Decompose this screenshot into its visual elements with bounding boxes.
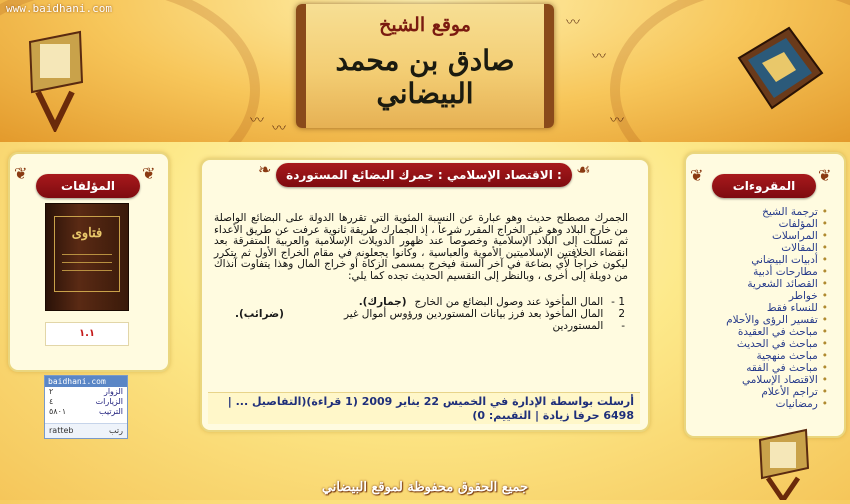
stats-value: ٥٨٠١ [49,407,67,416]
list-item-term: (جمارك). [358,296,407,308]
list-item [235,308,625,332]
list-item-text: المال المأخوذ عند وصول البضائع من الخارج [414,296,604,308]
list-item-number: 1 - [611,296,625,308]
stats-header: baidhani.com [45,376,127,387]
ornament-icon: ❦ [690,166,704,185]
list-item [235,296,625,308]
book-icon [734,18,824,128]
menu-item-fiqh[interactable]: • مباحث في الفقه [678,362,828,374]
article-body: الجمرك مصطلح حديث وهو عبارة عن النسبة المئوية التي تقررها الدولة على البضائع الواصلة من خارج البلاد وهو غير الخراج المقرر شرعاً ، إذ الجمارك طريقة ثانوية عرفت عن طريق الأعداء ثم تسللت إلى البلاد الإسلامية وخصوصاً عند ظهور الدويلات الإسلامية والعربية المتفرقة بعد انقضاء الخلافتين الإسلاميتين الأموية والعباسية ، وكانوا يجعلونه في مقام الخراج الأول ثم يتكرر ليكون خراجاً لأي بضاعة في آخر السنة فيخرج بمسمى الزكاة أو خراج المال وهذا يتفاوت آنذاك من دويلة إلى أخرى ، وبالنظر إلى التقسيم الحديث تجده كما يلي: [214,212,628,282]
menu-item-articles[interactable]: • المقالات [678,242,828,254]
menu-item-books[interactable]: • المؤلفات [678,218,828,230]
article-meta[interactable]: أرسلت بواسطة الإدارة في الخميس 22 يناير 2009 (1 قراءة)(التفاصيل ... | 6498 حرفا زيادة | التقييم: 0) [208,392,640,424]
book-title: فتاوى [71,226,103,241]
title-scroll [296,4,554,128]
book-line [62,262,112,263]
book-line [62,270,112,271]
visitor-stats-widget[interactable] [44,375,128,439]
sheikh-name: صادق بن محمد البيضاني [335,44,515,110]
stats-row [45,397,127,407]
ornament-icon: ❧ [258,160,272,179]
ornament-icon: ❦ [818,166,832,185]
bird-icon: 〰 [592,49,606,65]
ratteb-mark: رتب [109,426,123,435]
menu-item-methodology[interactable]: • مباحث منهجية [678,350,828,362]
menu-item-ramadan[interactable]: • رمضانيات [678,398,828,410]
bird-icon: 〰 [250,113,264,129]
menu-item-correspondence[interactable]: • المراسلات [678,230,828,242]
stats-label: الزيارات [95,397,123,406]
menu-item-dreams[interactable]: • تفسير الرؤى والأحلام [678,314,828,326]
reading-menu [678,206,828,410]
list-item-number: 2 - [618,308,625,332]
ornament-icon: ☙ [576,160,591,179]
bird-icon: 〰 [566,15,580,31]
site-url[interactable]: www.baidhani.com [6,2,112,15]
menu-item-sheikh-bio[interactable]: • ترجمة الشيخ [678,206,828,218]
menu-item-biographies[interactable]: • تراجم الأعلام [678,386,828,398]
reading-menu-title: المقروءات [712,174,816,198]
books-panel-title: المؤلفات [36,174,140,198]
stats-label: الزوار [103,387,123,396]
stats-row [45,407,127,417]
menu-item-economics[interactable]: • الاقتصاد الإسلامي [678,374,828,386]
book-line [62,254,112,255]
book-cover[interactable] [45,203,129,311]
menu-item-literary-debates[interactable]: • مطارحات أدبية [678,266,828,278]
ratteb-brand[interactable]: ratteb [49,426,74,435]
article-title: الاقتصاد الإسلامي : جمرك البضائع المستوردة : [276,163,572,187]
bird-icon: 〰 [272,121,286,137]
menu-item-poems[interactable]: • القصائد الشعرية [678,278,828,290]
menu-item-women[interactable]: • للنساء فقط [678,302,828,314]
menu-item-creed[interactable]: • مباحث في العقيدة [678,326,828,338]
article-panel [200,158,650,432]
stats-value: ٢ [49,387,54,396]
bird-icon: 〰 [610,113,624,129]
site-label: موقع الشيخ [379,14,471,36]
ornament-icon: ❦ [14,164,28,183]
stats-value: ٤ [49,397,54,406]
quran-stand-icon [20,22,90,132]
menu-item-literature[interactable]: • أدبيات البيضاني [678,254,828,266]
list-item-term: (ضرائب). [235,308,284,320]
ornament-icon: ❦ [142,164,156,183]
stats-label: الترتيب [99,407,123,416]
copyright-notice: جميع الحقوق محفوظة لموقع البيضاني [321,480,529,495]
menu-item-thoughts[interactable]: • خواطر [678,290,828,302]
list-item-text: المال المأخوذ بعد فرز بيانات المستوردين ورؤوس أموال غير المستوردين [344,308,604,332]
book-pager[interactable]: ١.١ [45,322,129,346]
menu-item-hadith[interactable]: • مباحث في الحديث [678,338,828,350]
site-header [0,0,850,142]
stats-row [45,387,127,397]
stats-footer [45,423,127,438]
article-list [235,296,625,332]
